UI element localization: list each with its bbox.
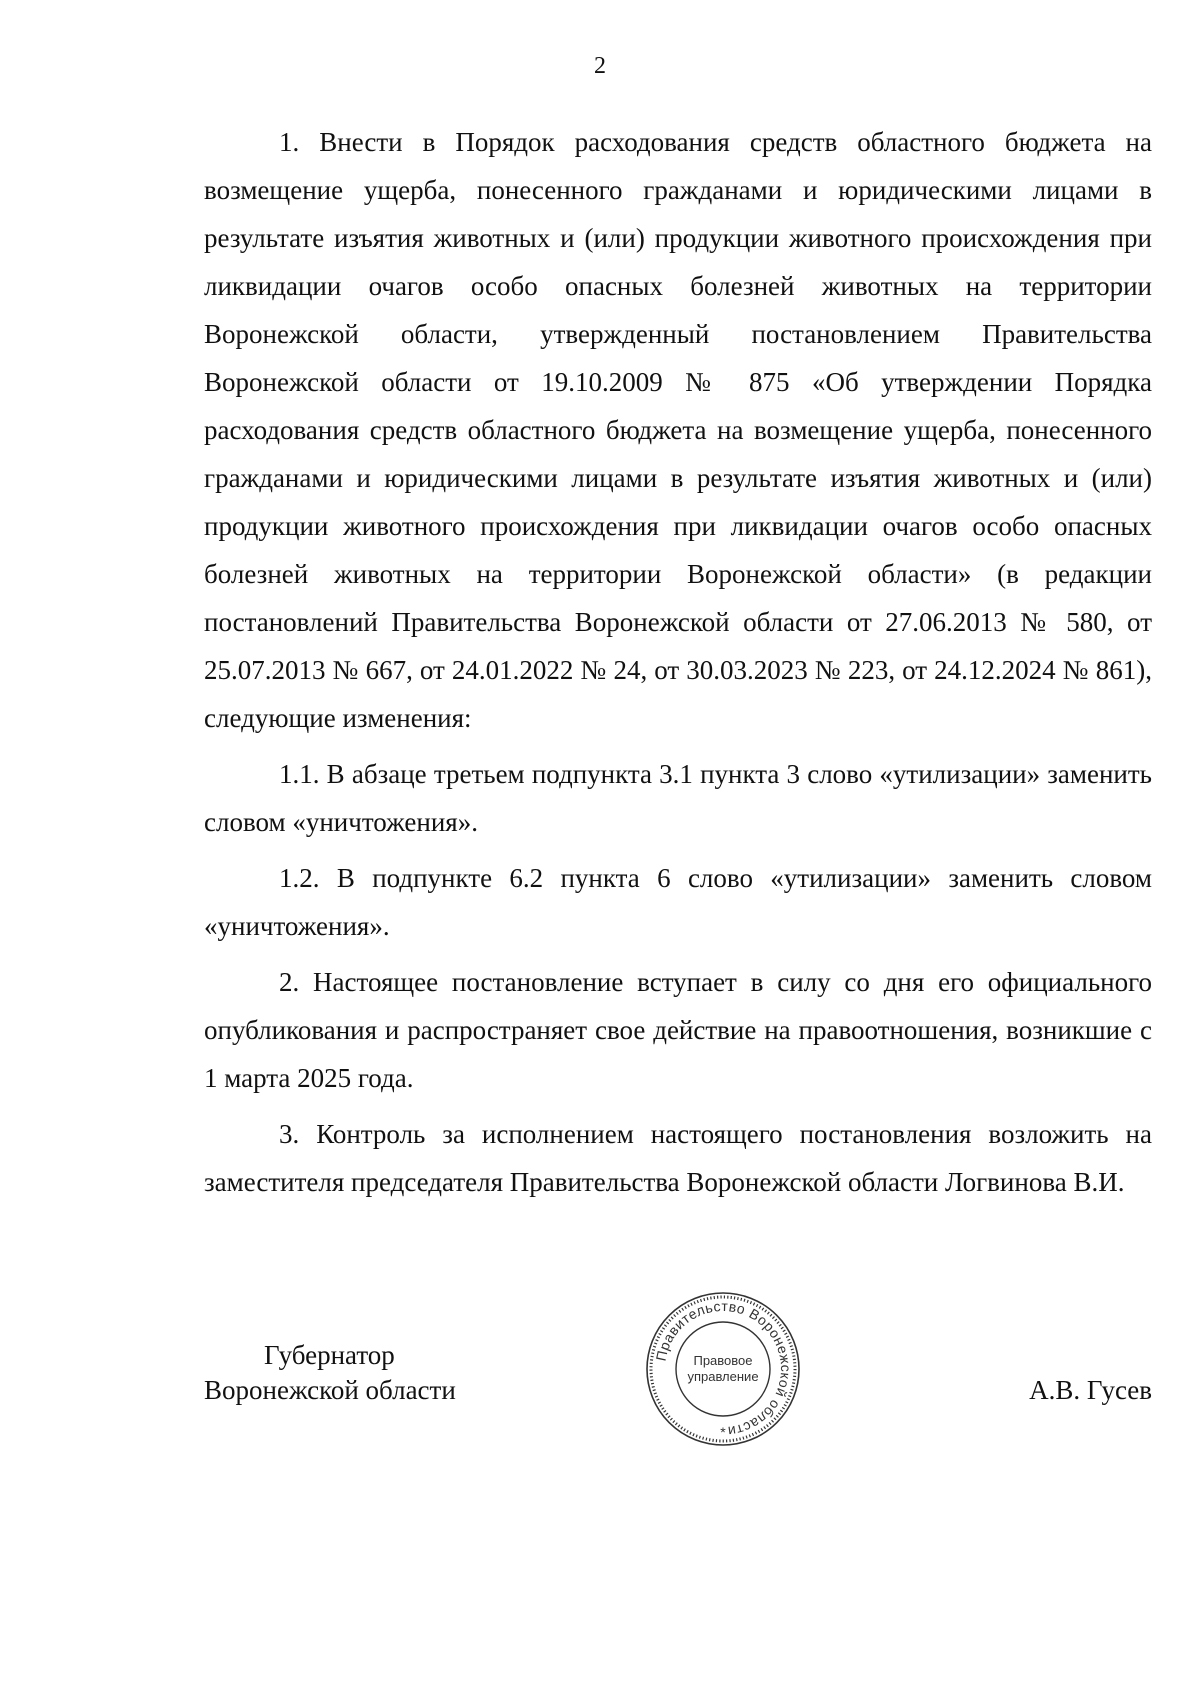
paragraph-3: 3. Контроль за исполнением настоящего постановления возложить на заместителя председателя Правительства Воронежской области Логвинова В.И.: [204, 1119, 1152, 1197]
stamp-seal-icon: [643, 1289, 803, 1449]
signatory-title-line1: Губернатор: [264, 1340, 395, 1370]
paragraph-1-1: 1.1. В абзаце третьем подпункта 3.1 пункта 3 слово «утилизации» заменить словом «уничтожения».: [204, 759, 1152, 837]
stamp-star: *: [720, 1424, 726, 1440]
stamp-ring-text: Правительство Воронежской области: [652, 1297, 795, 1440]
page-number: 2: [594, 53, 606, 79]
signatory-title: [204, 1338, 456, 1408]
signatory-name: А.В. Гусев: [1029, 1375, 1152, 1405]
stamp-center-line1: Правовое: [693, 1353, 753, 1368]
paragraph-1-2: 1.2. В подпункте 6.2 пункта 6 слово «утилизации» заменить словом «уничтожения».: [204, 863, 1152, 941]
stamp-center-line2: управление: [687, 1369, 759, 1384]
paragraph-1: 1. Внести в Порядок расходования средств областного бюджета на возмещение ущерба, понесенного гражданами и юридическими лицами в результате изъятия животных и (или) продукции животного происхождения при ликвидации очагов особо опасных болезней животных на территории Воронежской области, утвержденный постановлением Правительства Воронежской области от 19.10.2009 № 875 «Об утверждении Порядка расходования средств областного бюджета на возмещение ущерба, понесенного гражданами и юридическими лицами в результате изъятия животных и (или) продукции животного происхождения при ликвидации очагов особо опасных болезней животных на территории Воронежской области» (в редакции постановлений Правительства Воронежской области от 27.06.2013 № 580, от 25.07.2013 № 667, от 24.01.2022 № 24, от 30.03.2023 № 223, от 24.12.2024 № 861), следующие изменения:: [204, 127, 1152, 733]
signature-block: [0, 1338, 1200, 1418]
signatory-title-line2: Воронежской области: [204, 1375, 456, 1405]
paragraph-2: 2. Настоящее постановление вступает в силу со дня его официального опубликования и распространяет свое действие на правоотношения, возникшие с 1 марта 2025 года.: [204, 967, 1152, 1093]
document-body: [204, 118, 1152, 1206]
approval-stamp: [643, 1289, 803, 1449]
